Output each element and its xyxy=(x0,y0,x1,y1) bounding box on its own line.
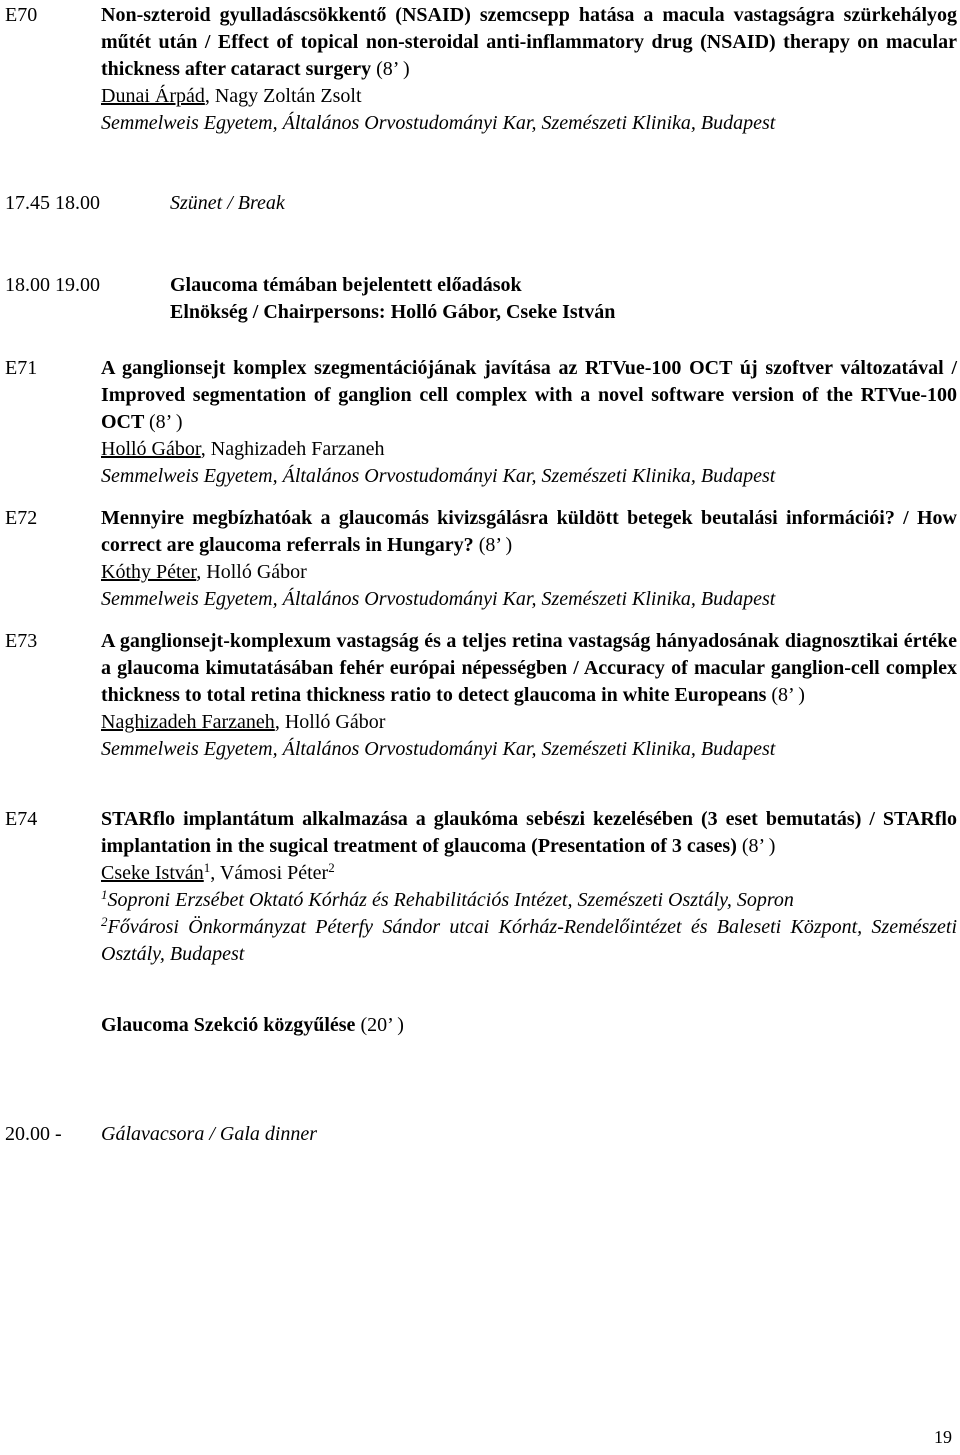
affiliation: Semmelweis Egyetem, Általános Orvostudományi Kar, Szemészeti Klinika, Budapest xyxy=(101,465,776,487)
presenter-name: Naghizadeh Farzaneh xyxy=(101,711,275,733)
abstract-body xyxy=(101,806,957,968)
presenter-name: Dunai Árpád xyxy=(101,85,205,107)
affiliation-2-text: Fővárosi Önkormányzat Péterfy Sándor utcai Kórház-Rendelőintézet és Baleseti Központ, Szemészeti Osztály, Budapest xyxy=(101,916,957,965)
dinner-time: 20.00 - xyxy=(5,1123,62,1145)
abstract-body xyxy=(101,2,957,137)
abstract-duration: (8’ ) xyxy=(741,835,776,857)
abstract-title-text: Mennyire megbízhatóak a glaucomás kivizsgálásra küldött betegek beutalási információi? / How correct are glaucoma referrals in Hungary? xyxy=(101,507,957,556)
dinner-label: Gálavacsora / Gala dinner xyxy=(101,1123,318,1145)
affiliation: Semmelweis Egyetem, Általános Orvostudományi Kar, Szemészeti Klinika, Budapest xyxy=(101,738,776,760)
presenter-name: Holló Gábor xyxy=(101,438,201,460)
abstract-code: E72 xyxy=(5,507,38,529)
affiliation-1-mark: 1 xyxy=(101,887,108,902)
abstract-title xyxy=(101,505,957,559)
coauthors: , Holló Gábor xyxy=(274,711,386,733)
abstract-title xyxy=(101,806,957,860)
abstract-authors xyxy=(101,436,957,463)
affiliation-2-mark: 2 xyxy=(101,914,108,929)
session-chairs: Elnökség / Chairpersons: Holló Gábor, Cseke István xyxy=(170,301,616,323)
abstract-title-text: A ganglionsejt komplex szegmentációjának javítása az RTVue-100 OCT új szoftver változatával / Improved segmentation of ganglion cell complex with a novel software version of the RTVue-100 OCT xyxy=(101,357,957,433)
abstract-title-text: A ganglionsejt-komplexum vastagság és a teljes retina vastagság hányadosának diagnosztikai értéke a glaucoma kimutatásában fehér európai népességben / Accuracy of macular ganglion-cell complex thickness to total retina thickness ratio to detect glaucoma in white Europeans xyxy=(101,630,957,706)
presenter-name: Kóthy Péter xyxy=(101,561,197,583)
assembly-duration: (20’ ) xyxy=(360,1014,404,1036)
abstract-code: E71 xyxy=(5,357,38,379)
affiliation-1-text: Soproni Erzsébet Oktató Kórház és Rehabilitációs Intézet, Szemészeti Osztály, Sopron xyxy=(107,889,794,911)
abstract-title xyxy=(101,2,957,83)
abstract-authors xyxy=(101,559,957,586)
abstract-code: E73 xyxy=(5,630,38,652)
abstract-code: E70 xyxy=(5,4,38,26)
assembly-row xyxy=(101,1012,957,1039)
assembly-title: Glaucoma Szekció közgyűlése xyxy=(101,1014,356,1036)
abstract-title-text: Non-szteroid gyulladáscsökkentő (NSAID) szemcsepp hatása a macula vastagságra szürkehályog műtét után / Effect of topical non-steroidal anti-inflammatory drug (NSAID) therapy on macular thickness after cataract surgery xyxy=(101,4,957,80)
abstract-duration: (8’ ) xyxy=(478,534,513,556)
abstract-code: E74 xyxy=(5,808,38,830)
coauthors: , Holló Gábor xyxy=(196,561,307,583)
break-time: 17.45 18.00 xyxy=(5,192,100,214)
coauthors: , Nagy Zoltán Zsolt xyxy=(204,85,362,107)
affiliation: Semmelweis Egyetem, Általános Orvostudományi Kar, Szemészeti Klinika, Budapest xyxy=(101,112,776,134)
session-time: 18.00 19.00 xyxy=(5,274,100,296)
abstract-authors xyxy=(101,709,957,736)
page-number: 19 xyxy=(934,1427,952,1447)
presenter-name: Cseke István xyxy=(101,862,204,884)
abstract-duration: (8’ ) xyxy=(376,58,410,80)
abstract-duration: (8’ ) xyxy=(148,411,183,433)
abstract-title-text: STARflo implantátum alkalmazása a glaukóma sebészi kezelésében (3 eset bemutatás) / STARflo implantation in the sugical treatment of glaucoma (Presentation of 3 cases) xyxy=(101,808,957,857)
affiliation-2 xyxy=(101,914,957,968)
coauthors: , Vámosi Péter xyxy=(210,862,329,884)
affiliation: Semmelweis Egyetem, Általános Orvostudományi Kar, Szemészeti Klinika, Budapest xyxy=(101,588,776,610)
abstract-body xyxy=(101,355,957,490)
abstract-authors xyxy=(101,83,957,110)
coauthor-affiliation-mark: 2 xyxy=(328,860,335,875)
abstract-duration: (8’ ) xyxy=(771,684,805,706)
abstract-title xyxy=(101,628,957,709)
session-title: Glaucoma témában bejelentett előadások xyxy=(170,274,522,296)
presenter-affiliation-mark: 1 xyxy=(203,860,211,875)
abstract-body xyxy=(101,628,957,763)
abstract-title xyxy=(101,355,957,436)
abstract-authors xyxy=(101,860,957,887)
abstract-body xyxy=(101,505,957,613)
break-label: Szünet / Break xyxy=(170,192,285,214)
coauthors: , Naghizadeh Farzaneh xyxy=(200,438,385,460)
affiliation-1 xyxy=(101,887,957,914)
